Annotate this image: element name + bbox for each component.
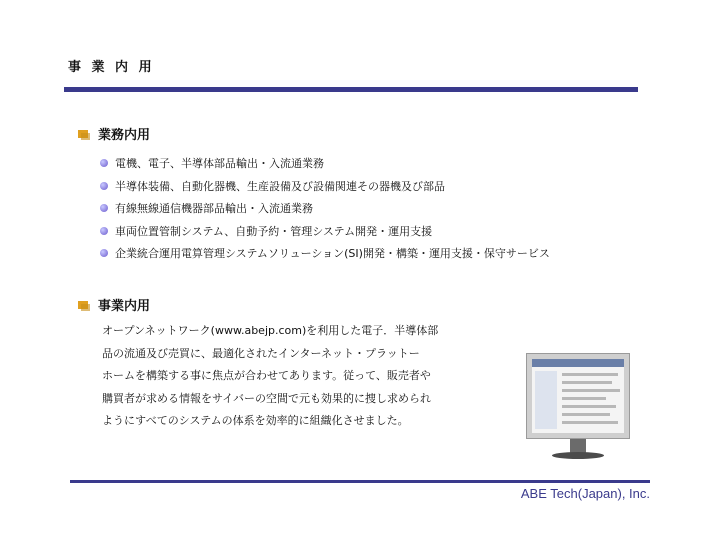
list-item-text: 企業統合運用電算管理システムソリューション(SI)開発・構築・運用支援・保守サービス <box>115 247 550 261</box>
business-list <box>100 152 550 265</box>
title-rule <box>64 87 638 92</box>
sphere-bullet-icon <box>100 227 108 235</box>
section-heading-business <box>78 124 150 143</box>
list-item <box>100 197 550 220</box>
list-item <box>100 220 550 243</box>
list-item-text: 車両位置管制システム、自動予約・管理システム開発・運用支援 <box>115 224 433 238</box>
list-item <box>100 152 550 175</box>
list-item <box>100 175 550 198</box>
list-item-text: 有線無線通信機器部品輸出・入流通業務 <box>115 202 313 216</box>
sphere-bullet-icon <box>100 249 108 257</box>
monitor-icon <box>526 353 630 461</box>
square-bullet-icon <box>78 301 88 309</box>
section-heading-content <box>78 295 150 314</box>
section-heading-label: 業務内用 <box>98 128 151 143</box>
company-name: ABE Tech(Japan), Inc. <box>520 486 650 501</box>
page-title: 事 業 内 用 <box>68 60 155 75</box>
list-item-text: 半導体装備、自動化器機、生産設備及び設備関連その器機及び部品 <box>115 179 445 193</box>
sphere-bullet-icon <box>100 204 108 212</box>
list-item-text: 電機、電子、半導体部品輸出・入流通業務 <box>115 157 324 171</box>
footer-rule <box>70 480 650 483</box>
sphere-bullet-icon <box>100 182 108 190</box>
list-item <box>100 242 550 265</box>
section-heading-label: 事業内用 <box>98 299 151 314</box>
business-description: オープンネットワーク(www.abejp.com)を利用した電子．半導体部 品の流通及び売買に、最適化されたインターネット・プラットー ホームを構築する事に焦点が合わせてあります。従って、販売者や 購買者が求める情報をサイバーの空間で元も効果的に捜し求められ ようにすべてのシステムの体系を効率的に組織化させました。 <box>102 324 439 428</box>
sphere-bullet-icon <box>100 159 108 167</box>
square-bullet-icon <box>78 130 88 138</box>
